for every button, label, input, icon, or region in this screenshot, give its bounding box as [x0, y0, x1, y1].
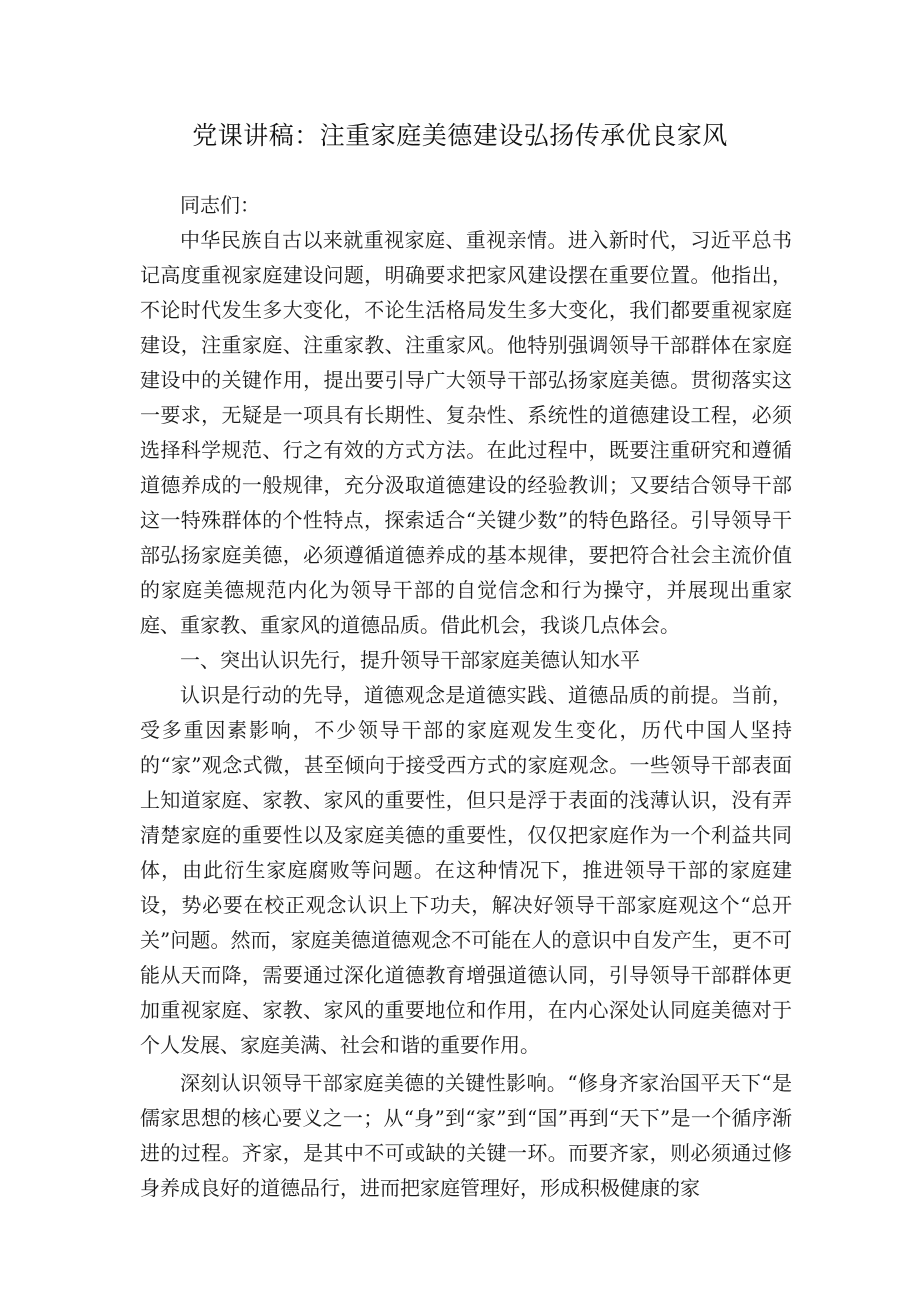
section-heading: 一、突出认识先行，提升领导干部家庭美德认知水平: [180, 648, 640, 672]
document-body: [140, 188, 792, 1206]
paragraph-section-1: 认识是行动的先导，道德观念是道德实践、道德品质的前提。当前，受多重因素影响，不少领导干部的家庭观发生变化，历代中国人坚持的“家”观念式微，甚至倾向于接受西方式的家庭观念。一些领导干部表面上知道家庭、家教、家风的重要性，但只是浮于表面的浅薄认识，没有弄清楚家庭的重要性以及家庭美德的重要性，仅仅把家庭作为一个利益共同体，由此衍生家庭腐败等问题。在这种情况下，推进领导干部的家庭建设，势必要在校正观念认识上下功夫，解决好领导干部家庭观这个“总开关”问题。然而，家庭美德道德观念不可能在人的意识中自发产生，更不可能从天而降，需要通过深化道德教育增强道德认同，引导领导干部群体更加重视家庭、家教、家风的重要地位和作用，在内心深处认同庭美德对于个人发展、家庭美满、社会和谐的重要作用。: [140, 683, 792, 1057]
paragraph-section-1-continued: 深刻认识领导干部家庭美德的关键性影响。“修身齐家治国平天下“是儒家思想的核心要义之一；从“身”到“家”到“国”再到“天下”是一个循序渐进的过程。齐家，是其中不可或缺的关键一环。而要齐家，则必须通过修身养成良好的道德品行，进而把家庭管理好，形成积极健康的家: [140, 1071, 792, 1200]
paragraph-intro: 中华民族自古以来就重视家庭、重视亲情。进入新时代，习近平总书记高度重视家庭建设问题，明确要求把家风建设摆在重要位置。他指出，不论时代发生多大变化，不论生活格局发生多大变化，我们都要重视家庭建设，注重家庭、注重家教、注重家风。他特别强调领导干部群体在家庭建设中的关键作用，提出要引导广大领导干部弘扬家庭美德。贯彻落实这一要求，无疑是一项具有长期性、复杂性、系统性的道德建设工程，必须选择科学规范、行之有效的方式方法。在此过程中，既要注重研究和遵循道德养成的一般规律，充分汲取道德建设的经验教训；又要结合领导干部这一特殊群体的个性特点，探索适合“关键少数”的特色路径。引导领导干部弘扬家庭美德，必须遵循道德养成的基本规律，要把符合社会主流价值的家庭美德规范内化为领导干部的自觉信念和行为操守，并展现出重家庭、重家教、重家风的道德品质。借此机会，我谈几点体会。: [140, 228, 792, 637]
document-title: 党课讲稿：注重家庭美德建设弘扬传承优良家风: [192, 121, 728, 150]
salutation: 同志们：: [180, 193, 260, 217]
